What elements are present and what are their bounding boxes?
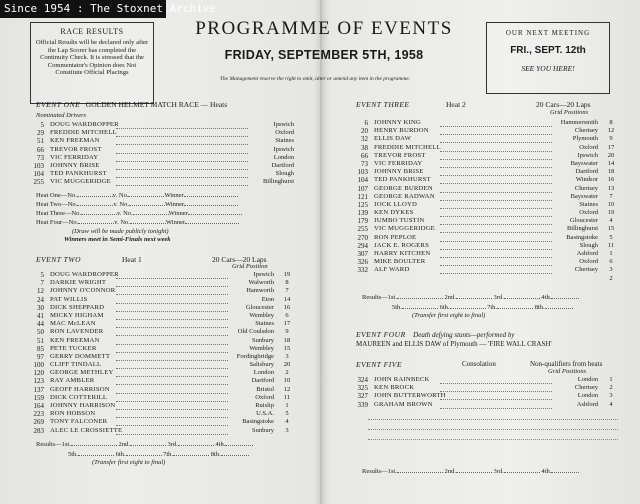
event-five-type: Consolation	[462, 360, 496, 368]
rider-name: JOHNNY HARRISON	[50, 402, 116, 409]
rider-name: KEN FREEMAN	[50, 137, 100, 145]
heat-label: Heat Four—No.	[36, 219, 79, 226]
rider-name: DARKIE WRIGHT	[50, 279, 107, 287]
place-3rd: 3rd.	[493, 468, 504, 475]
rider-name: RON PEPLOE	[374, 233, 417, 241]
rider-name: TREVOR FROST	[50, 145, 102, 153]
next-meeting-date: FRI., SEPT. 12th	[510, 45, 586, 56]
grid-position: 1	[285, 402, 289, 409]
rider-number: 73	[37, 153, 44, 162]
event-one-label: EVENT ONE	[36, 100, 81, 109]
rider-club: Ashford	[576, 400, 598, 408]
heat-vs: v. No.	[112, 192, 129, 199]
rider-number: 326	[357, 258, 368, 267]
place-4th: 4th.	[541, 468, 552, 475]
rider-name: KEN BROCK	[374, 384, 415, 392]
rider-club: Bristol	[256, 385, 274, 393]
rider-name: VIC FERRIDAY	[374, 159, 423, 167]
rider-number: 120	[33, 369, 44, 378]
race-results-box	[30, 22, 154, 104]
grid-position: 14	[607, 159, 615, 167]
rider-number: 30	[37, 303, 44, 312]
heat-row	[36, 217, 239, 226]
place-8th: 8th.	[210, 451, 221, 458]
rider-number: 125	[357, 200, 368, 209]
rider-number: 164	[33, 402, 44, 410]
grid-position: 16	[283, 303, 291, 311]
rider-name: JACK E. ROGERS	[374, 241, 430, 249]
results-label: Results—1st.	[362, 468, 397, 475]
grid-position: 12	[283, 385, 291, 393]
grid-position: 10	[283, 377, 291, 385]
rider-club: Oxford	[579, 143, 598, 151]
rider-club: Wembley	[249, 344, 274, 352]
rider-name: MIKE BOULTER	[374, 258, 426, 266]
event-four-header	[356, 330, 514, 339]
rider-number: 137	[33, 385, 44, 394]
archive-tag: Since 1954 : The Stoxnet Archive	[0, 0, 166, 18]
rider-name: JOHNNY BRISE	[50, 161, 100, 169]
rider-number: 270	[357, 233, 368, 242]
event-four-performers: MAUREEN and ELLIS DAW of Plymouth — 'FIRE WALL CRASH'	[356, 340, 552, 348]
event-five-results	[362, 466, 579, 475]
grid-position: 2	[609, 384, 613, 392]
rider-name: KEN DYKES	[374, 209, 414, 217]
place-5th: 5th.	[68, 451, 78, 458]
event-five-blank-lines	[368, 410, 618, 440]
rider-number: 332	[357, 266, 368, 275]
rider-number: 223	[33, 410, 44, 419]
rider-number: 179	[357, 217, 368, 226]
rider-number: 41	[37, 311, 44, 320]
rider-club: Billinghurst	[566, 225, 598, 233]
rider-club: Oxford	[579, 209, 598, 217]
event-three-grid-label: Grid Positions	[550, 109, 589, 116]
rider-number: 107	[357, 184, 368, 193]
winners-note: Winners meet in Semi-Finals next week	[64, 236, 171, 243]
heat-row	[36, 208, 242, 217]
heat-winner: Winner	[164, 201, 185, 208]
rider-number: 51	[37, 137, 44, 146]
event-two-cars: 20 Cars—20 Laps	[212, 255, 267, 264]
rider-name: GEORGE RADWAN	[374, 192, 435, 200]
rider-club: Basingstoke	[566, 233, 598, 241]
event-one-name: GOLDEN HELMET MATCH RACE — Heats	[85, 100, 228, 109]
event-three-cars: 20 Cars—20 Laps	[536, 100, 591, 109]
rider-name: ALF WARD	[374, 266, 410, 274]
rider-name: FREDDIE MITCHELL	[50, 129, 117, 137]
event-three-results-2	[392, 302, 573, 311]
event-one-header	[36, 100, 227, 109]
rider-number: 324	[357, 376, 368, 384]
rider-name: GEORGE BURDEN	[374, 184, 433, 192]
event-two-label: EVENT TWO	[36, 255, 81, 264]
grid-position: 8	[609, 119, 613, 126]
grid-position: 4	[609, 400, 613, 408]
heat-winner: Winner	[168, 210, 188, 217]
grid-position: 3	[285, 426, 289, 434]
dot-leader	[116, 426, 228, 435]
event-five-label: EVENT FIVE	[356, 360, 402, 369]
rider-name: RAY AMBLER	[50, 377, 95, 385]
event-three-label: EVENT THREE	[356, 100, 410, 109]
rider-club: London	[577, 376, 598, 383]
heat-row	[36, 190, 238, 199]
next-meeting-box	[486, 22, 610, 94]
rider-club: London	[577, 392, 598, 400]
rider-name: TED PANKHURST	[50, 170, 107, 178]
place-3rd: 3rd.	[493, 294, 504, 301]
rider-number: 5	[40, 271, 44, 279]
rider-number: 327	[357, 392, 368, 401]
rider-number: 307	[357, 250, 368, 258]
rider-number: 100	[33, 361, 44, 370]
place-8th: 8th.	[534, 304, 545, 311]
rider-name: ALEC LE CROSSIETTE	[50, 426, 123, 434]
rider-number: 123	[33, 377, 44, 386]
rider-number: 121	[357, 192, 368, 201]
rider-name: JUMBO TUSTIN	[374, 217, 425, 225]
dot-leader	[440, 265, 552, 274]
rider-name: JOHNNY BRISE	[374, 168, 424, 176]
rider-name: KEN FREEMAN	[50, 336, 100, 344]
rider-name: TED PANKHURST	[374, 176, 431, 184]
grid-position: 7	[609, 192, 613, 200]
rider-club: Dartford	[271, 161, 294, 169]
rider-number: 38	[361, 143, 368, 152]
extra-grid: 2	[609, 275, 613, 282]
heat-label: Heat One—No.	[36, 192, 77, 199]
dot-leader	[116, 177, 248, 186]
rider-number: 85	[37, 344, 44, 353]
grid-position: 6	[609, 258, 613, 266]
place-7th: 7th.	[163, 451, 174, 458]
rider-row	[26, 178, 294, 186]
rider-number: 66	[361, 151, 368, 160]
grid-position: 11	[283, 393, 291, 401]
rider-number: 255	[33, 178, 44, 187]
rider-name: MICKY HIGHAM	[50, 311, 104, 319]
event-four-label: EVENT FOUR	[356, 330, 406, 339]
place-6th: 6th.	[439, 304, 450, 311]
event-five-grid-label: Grid Positions	[548, 368, 587, 375]
rider-number: 103	[33, 161, 44, 170]
rider-club: Slough	[275, 170, 294, 178]
rider-name: RON HOBSON	[50, 410, 96, 418]
rider-number: 6	[364, 119, 368, 127]
place-7th: 7th.	[487, 304, 498, 311]
place-2nd: 2nd.	[444, 294, 456, 301]
rider-number: 5	[40, 121, 44, 129]
rider-name: HARRY KITCHEN	[374, 250, 431, 257]
rider-name: JOHNNY O'CONNOR	[50, 287, 116, 295]
grid-position: 14	[283, 295, 291, 303]
rider-number: 32	[361, 135, 368, 144]
management-note: The Management reserve the right to omit, alter or amend any item in the programme.	[219, 76, 411, 82]
rider-club: Plymouth	[572, 135, 598, 143]
rider-club: Staines	[579, 200, 598, 208]
grid-position: 2	[285, 369, 289, 377]
event-one-riders	[26, 121, 294, 187]
event-two-grid-label: Grid Position	[232, 263, 268, 270]
rider-number: 104	[357, 176, 368, 185]
results-label: Results—1st.	[36, 441, 71, 448]
rider-club: Dartford	[575, 168, 598, 176]
rider-number: 339	[357, 400, 368, 409]
event-two-riders	[26, 271, 294, 435]
place-4th: 4th.	[215, 441, 226, 448]
event-five-header	[356, 360, 402, 369]
grid-position: 8	[285, 279, 289, 287]
rider-club: Sunbury	[251, 336, 274, 344]
rider-club: Staines	[255, 320, 274, 328]
rider-club: Billinghurst	[262, 178, 294, 186]
grid-position: 20	[283, 361, 291, 369]
grid-position: 9	[285, 328, 289, 336]
event-three-header	[356, 100, 410, 109]
event-three-results	[362, 292, 579, 301]
rider-number: 51	[37, 336, 44, 345]
event-two-transfer: (Transfer first eight to final)	[92, 459, 166, 466]
grid-position: 1	[609, 376, 613, 383]
rider-name: DOUG WARDROPPER	[50, 121, 119, 128]
rider-club: Ipswich	[577, 151, 598, 159]
rider-club: Oxford	[275, 129, 294, 137]
rider-number: 104	[33, 170, 44, 179]
rider-club: Sunbury	[251, 426, 274, 434]
results-label: Results—1st.	[362, 294, 397, 301]
event-three-heat: Heat 2	[446, 100, 466, 109]
rider-club: Oxford	[255, 393, 274, 401]
rider-name: MAC McLEAN	[50, 320, 96, 328]
rider-name: DICK SHEPPARD	[50, 303, 105, 311]
grid-position: 6	[285, 311, 289, 319]
rider-club: London	[253, 369, 274, 377]
grid-position: 20	[607, 151, 615, 159]
rider-number: 50	[37, 328, 44, 337]
rider-club: Dartford	[251, 377, 274, 385]
rider-name: TONY FALCONER	[50, 418, 108, 426]
rider-club: Walworth	[248, 279, 274, 287]
grid-position: 5	[285, 410, 289, 418]
rider-name: JOHN RAINBECK	[374, 376, 430, 383]
grid-position: 16	[607, 176, 615, 184]
grid-position: 18	[607, 168, 615, 176]
rider-club: Ipswich	[253, 271, 274, 278]
rider-number: 73	[361, 159, 368, 168]
heat-winner: Winner	[164, 192, 184, 199]
rider-name: GEOFF HARRISON	[50, 385, 110, 393]
rider-name: GEORGE METHLEY	[50, 369, 114, 377]
place-5th: 5th.	[392, 304, 402, 311]
heat-row	[36, 199, 238, 208]
heat-vs: v. No.	[114, 219, 130, 226]
rider-club: Basingstoke	[242, 418, 274, 426]
rider-number: 283	[33, 426, 44, 435]
rider-club: U.S.A.	[256, 410, 274, 418]
rider-name: JOHN BUTTERWORTH	[374, 392, 446, 400]
rider-name: DOUG WARDROPPER	[50, 271, 119, 278]
rider-number: 20	[361, 127, 368, 136]
event-three-riders	[350, 119, 618, 275]
dot-leader	[440, 400, 552, 409]
rider-number: 255	[357, 225, 368, 234]
rider-number: 12	[37, 287, 44, 296]
rider-row	[350, 266, 618, 274]
grid-position: 3	[609, 392, 613, 400]
grid-position: 4	[609, 217, 613, 225]
rider-club: Ruislip	[255, 402, 274, 409]
rider-club: Gloucester	[245, 303, 274, 311]
grid-position: 19	[283, 271, 291, 278]
place-2nd: 2nd.	[444, 468, 456, 475]
rider-club: Windsor	[575, 176, 598, 184]
rider-number: 294	[357, 241, 368, 250]
next-meeting-title: OUR NEXT MEETING	[505, 29, 591, 37]
draw-note: (Draw will be made publicly tonight)	[72, 228, 169, 235]
rider-name: FREDDIE MITCHELL	[374, 143, 441, 151]
grid-position: 13	[607, 184, 615, 192]
rider-row	[26, 427, 294, 435]
rider-number: 103	[357, 168, 368, 177]
place-6th: 6th.	[115, 451, 126, 458]
race-results-title: RACE RESULTS	[60, 27, 124, 36]
rider-club: Bayswater	[570, 192, 598, 200]
event-three-transfer: (Transfer first eight to final)	[412, 312, 486, 319]
rider-number: 159	[33, 393, 44, 402]
grid-position: 15	[607, 225, 615, 233]
rider-name: GERRY DOMMETT	[50, 352, 111, 360]
rider-club: Chertsey	[574, 127, 598, 135]
rider-number: 325	[357, 384, 368, 393]
event-five-riders	[350, 376, 618, 409]
heat-label: Heat Two—No.	[36, 201, 78, 208]
rider-name: HENRY BURDON	[374, 127, 429, 135]
rider-club: Gloucester	[569, 217, 598, 225]
event-two-header	[36, 255, 81, 264]
rider-club: Salisbury	[249, 361, 274, 369]
rider-club: Chertsey	[574, 266, 598, 274]
rider-number: 29	[37, 129, 44, 138]
rider-club: Ipswich	[273, 145, 294, 153]
rider-name: CLIFF TINDALL	[50, 361, 102, 369]
rider-name: VIC MUGGERIDGE	[50, 178, 111, 186]
rider-name: RON LAVENDER	[50, 328, 104, 336]
grid-position: 19	[607, 209, 615, 217]
rider-club: Slough	[579, 241, 598, 249]
grid-position: 18	[283, 336, 291, 344]
rider-number: 66	[37, 145, 44, 154]
event-two-heat: Heat 1	[122, 255, 142, 264]
rider-club: Ipswich	[273, 121, 294, 128]
rider-name: DICK COTTERILL	[50, 393, 108, 401]
rider-club: Chertsey	[574, 384, 598, 392]
heat-winner: Winner	[165, 219, 186, 226]
place-4th: 4th.	[541, 294, 552, 301]
nominated-drivers-label: Nominated Drivers	[36, 112, 87, 119]
meeting-date: FRIDAY, SEPTEMBER 5TH, 1958	[224, 48, 424, 62]
rider-club: Staines	[275, 137, 294, 145]
rider-name: ELLIS DAW	[374, 135, 412, 143]
rider-row	[350, 401, 618, 409]
place-3rd: 3rd.	[167, 441, 178, 448]
grid-position: 4	[285, 418, 289, 426]
grid-position: 5	[609, 233, 613, 241]
rider-club: Eton	[261, 295, 274, 303]
heat-label: Heat Three—No.	[36, 210, 82, 217]
event-four-desc: Death defying stunts—performed by	[413, 331, 515, 339]
grid-position: 9	[609, 135, 613, 143]
grid-position: 17	[607, 143, 615, 151]
rider-club: Oxford	[579, 258, 598, 266]
event-three-extra-grid-row	[350, 275, 618, 283]
rider-club: London	[273, 153, 294, 161]
grid-position: 1	[609, 250, 613, 257]
rider-club: Fordingbridge	[236, 352, 274, 360]
rider-number: 97	[37, 352, 44, 361]
rider-name: JOHNNY KING	[374, 119, 422, 126]
rider-club: Chertsey	[574, 184, 598, 192]
event-five-desc: Non-qualifiers from heats	[530, 360, 603, 368]
heat-vs: v. No.	[117, 210, 133, 217]
grid-position: 12	[607, 127, 615, 135]
race-results-body: Official Results will be declared only after the Lap Scorer has completed the Continuity Check. It is stressed that the Commentator's Opinion does Not Constitute Official Placings	[35, 39, 149, 77]
rider-name: VIC MUGGERIDGE	[374, 225, 435, 233]
rider-number: 24	[37, 295, 44, 304]
rider-number: 7	[40, 279, 44, 288]
rider-club: Bayswater	[570, 159, 598, 167]
rider-name: JOCK LLOYD	[374, 200, 418, 208]
grid-position: 15	[283, 344, 291, 352]
rider-number: 139	[357, 209, 368, 218]
rider-club: Hammersmith	[560, 119, 598, 126]
rider-name: GRAHAM BROWN	[374, 400, 433, 408]
event-two-results	[36, 439, 253, 448]
grid-position: 3	[609, 266, 613, 274]
rider-club: Old Coulsdon	[237, 328, 274, 336]
rider-name: TREVOR FROST	[374, 151, 426, 159]
heat-vs: v. No.	[113, 201, 129, 208]
rider-number: 44	[37, 320, 44, 329]
rider-club: Hamworth	[246, 287, 274, 295]
place-2nd: 2nd.	[118, 441, 130, 448]
grid-position: 10	[607, 200, 615, 208]
see-you-text: SEE YOU HERE!	[521, 64, 575, 73]
rider-number: 269	[33, 418, 44, 427]
grid-position: 17	[283, 320, 291, 328]
programme-title: PROGRAMME OF EVENTS	[195, 18, 453, 39]
grid-position: 7	[285, 287, 289, 295]
grid-position: 11	[607, 241, 615, 249]
rider-name: VIC FERRIDAY	[50, 153, 99, 161]
rider-name: PAT WILLIS	[50, 295, 88, 303]
rider-club: Wembley	[249, 311, 274, 319]
rider-club: Ashford	[576, 250, 598, 257]
grid-position: 3	[285, 352, 289, 360]
event-two-results-2	[68, 449, 249, 458]
rider-name: PETE TUCKER	[50, 344, 97, 352]
